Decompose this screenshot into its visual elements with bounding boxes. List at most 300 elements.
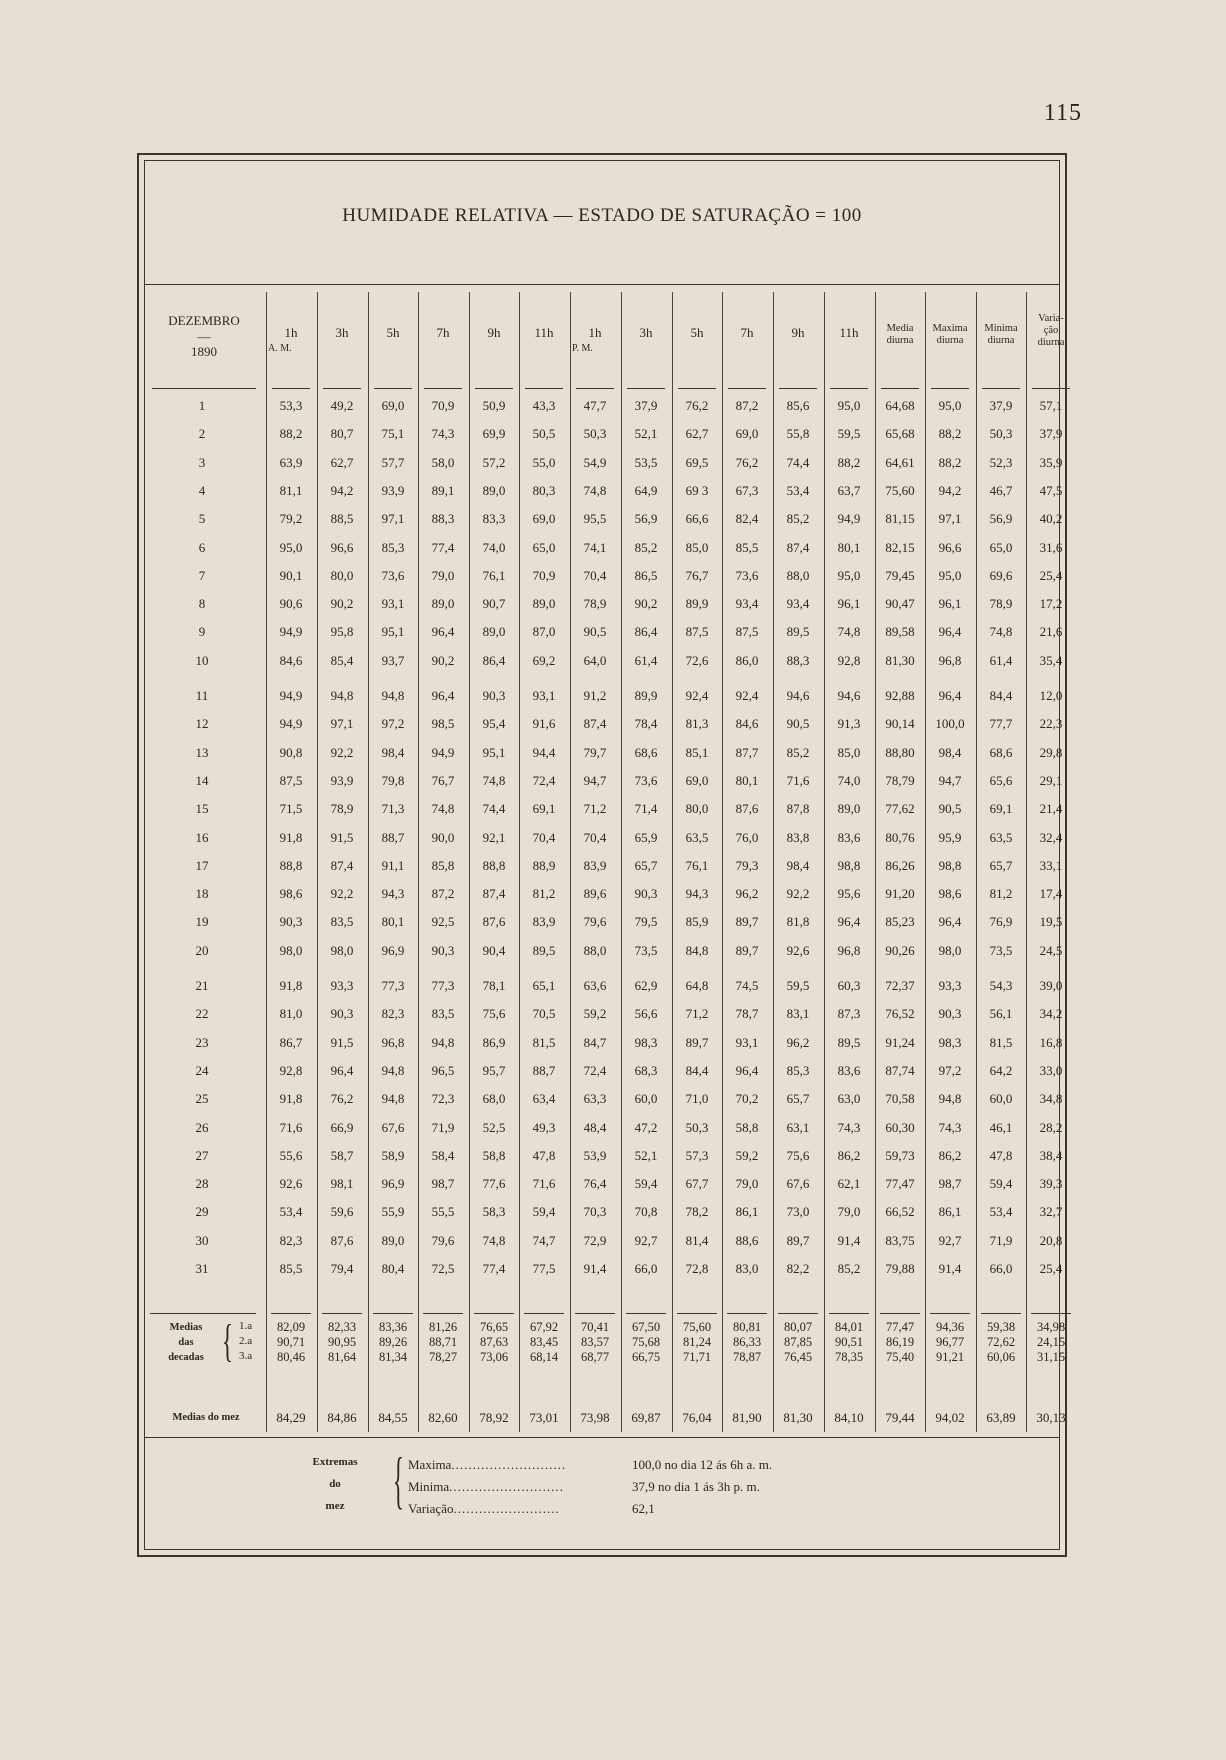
- table-cell: 78,2: [685, 1204, 709, 1219]
- table-cell: 86,9: [482, 1035, 506, 1050]
- extremes-label-line2: do: [329, 1478, 341, 1490]
- table-cell: 87,74: [885, 1063, 915, 1078]
- stat-column-header: [976, 323, 1026, 347]
- table-cell: 81,2: [989, 886, 1013, 901]
- table-cell: 52,3: [989, 455, 1013, 470]
- table-cell: 95,4: [482, 716, 506, 731]
- decade-cell: 80,46: [276, 1350, 306, 1364]
- table-cell: 98,4: [786, 858, 810, 873]
- table-cell: 95,6: [837, 886, 861, 901]
- table-cell: 69,0: [735, 426, 759, 441]
- table-cell: 67,6: [381, 1120, 405, 1135]
- table-cell: 83,5: [431, 1006, 455, 1021]
- decade-separator: [626, 1313, 666, 1314]
- table-cell: 87,2: [735, 398, 759, 413]
- decade-cell: 94,36: [935, 1320, 965, 1334]
- table-cell: 83,6: [837, 1063, 861, 1078]
- decade-cell: 89,26: [378, 1335, 408, 1349]
- table-cell: 59,6: [330, 1204, 354, 1219]
- table-cell: 60,0: [989, 1091, 1013, 1106]
- table-cell: 97,1: [938, 511, 962, 526]
- table-cell: 72,6: [685, 653, 709, 668]
- table-cell: 86,2: [938, 1148, 962, 1163]
- table-cell: 98,4: [938, 745, 962, 760]
- decade-cell: 88,71: [428, 1335, 458, 1349]
- table-cell: 59,2: [735, 1148, 759, 1163]
- table-cell: 86,4: [482, 653, 506, 668]
- table-cell: 79,8: [381, 773, 405, 788]
- table-cell: 72,8: [685, 1261, 709, 1276]
- table-cell: 95,1: [482, 745, 506, 760]
- extreme-row: [408, 1501, 560, 1517]
- table-cell: 74,8: [482, 1233, 506, 1248]
- table-cell: 78,9: [583, 596, 607, 611]
- table-cell: 85,4: [330, 653, 354, 668]
- month-mean-cell: 73,01: [529, 1410, 559, 1425]
- table-cell: 92,4: [735, 688, 759, 703]
- table-cell: 63,3: [583, 1091, 607, 1106]
- table-cell: 93,9: [330, 773, 354, 788]
- table-cell: 91,20: [885, 886, 915, 901]
- table-cell: 80,1: [837, 540, 861, 555]
- decade-number: 3.a: [239, 1350, 253, 1362]
- table-cell: 96,8: [938, 653, 962, 668]
- table-cell: 86,0: [735, 653, 759, 668]
- table-cell: 87,4: [330, 858, 354, 873]
- table-cell: 93,9: [381, 483, 405, 498]
- table-cell: 96,6: [938, 540, 962, 555]
- table-cell: 73,6: [381, 568, 405, 583]
- table-cell: 76,2: [735, 455, 759, 470]
- table-cell: 28,2: [1039, 1120, 1063, 1135]
- table-cell: 75,1: [381, 426, 405, 441]
- table-cell: 87,5: [735, 624, 759, 639]
- table-cell: 64,68: [885, 398, 915, 413]
- month-mean-cell: 69,87: [631, 1410, 661, 1425]
- column-header: [773, 327, 823, 339]
- table-cell: 91,4: [938, 1261, 962, 1276]
- table-cell: 50,3: [989, 426, 1013, 441]
- table-cell: 95,8: [330, 624, 354, 639]
- table-cell: 86,1: [938, 1204, 962, 1219]
- column-hour: 9h: [791, 325, 805, 340]
- table-cell: 55,5: [431, 1204, 455, 1219]
- table-cell: 87,3: [837, 1006, 861, 1021]
- decade-label-line3: decadas: [168, 1352, 204, 1363]
- table-cell: 90,26: [885, 943, 915, 958]
- table-cell: 91,2: [583, 688, 607, 703]
- table-cell: 83,5: [330, 914, 354, 929]
- table-cell: 74,8: [583, 483, 607, 498]
- title-rule: [144, 284, 1060, 285]
- table-cell: 72,4: [583, 1063, 607, 1078]
- month-mean-cell: 84,86: [327, 1410, 357, 1425]
- stat-header-line: diurna: [886, 335, 914, 346]
- table-cell: 67,7: [685, 1176, 709, 1191]
- decade-cell: 76,45: [783, 1350, 813, 1364]
- table-cell: 55,9: [381, 1204, 405, 1219]
- table-cell: 96,2: [735, 886, 759, 901]
- table-cell: 64,61: [885, 455, 915, 470]
- table-cell: 68,6: [989, 745, 1013, 760]
- extreme-value: 37,9 no dia 1 ás 3h p. m.: [632, 1479, 760, 1494]
- table-cell: 92,1: [482, 830, 506, 845]
- table-cell: 72,4: [532, 773, 556, 788]
- table-cell: 59,73: [885, 1148, 915, 1163]
- day-label: 13: [195, 745, 209, 760]
- table-cell: 63,7: [837, 483, 861, 498]
- decade-cell: 76,65: [479, 1320, 509, 1334]
- table-cell: 90,47: [885, 596, 915, 611]
- table-cell: 77,4: [482, 1261, 506, 1276]
- table-cell: 87,7: [735, 745, 759, 760]
- table-cell: 94,4: [532, 745, 556, 760]
- table-cell: 72,5: [431, 1261, 455, 1276]
- month-mean-cell: 94,02: [935, 1410, 965, 1425]
- table-cell: 96,4: [735, 1063, 759, 1078]
- decade-separator: [1031, 1313, 1071, 1314]
- table-cell: 37,9: [1039, 426, 1063, 441]
- table-cell: 79,6: [431, 1233, 455, 1248]
- table-cell: 60,0: [634, 1091, 658, 1106]
- stat-header-line: Media: [886, 323, 914, 334]
- column-hour: 7h: [740, 325, 754, 340]
- table-cell: 80,0: [685, 801, 709, 816]
- table-cell: 17,4: [1039, 886, 1063, 901]
- decade-separator: [880, 1313, 920, 1314]
- table-cell: 80,0: [330, 568, 354, 583]
- table-cell: 52,1: [634, 1148, 658, 1163]
- extremes-label-line3: mez: [325, 1500, 345, 1512]
- table-cell: 85,5: [279, 1261, 303, 1276]
- table-cell: 59,2: [583, 1006, 607, 1021]
- table-cell: 57,1: [1039, 398, 1063, 413]
- table-cell: 56,9: [989, 511, 1013, 526]
- day-label: 9: [198, 624, 206, 639]
- table-cell: 96,8: [381, 1035, 405, 1050]
- decade-number: 1.a: [239, 1320, 253, 1332]
- table-cell: 70,58: [885, 1091, 915, 1106]
- table-cell: 69,5: [685, 455, 709, 470]
- column-hour: 1h: [588, 325, 602, 340]
- decade-separator: [150, 1313, 256, 1314]
- table-cell: 70,8: [634, 1204, 658, 1219]
- table-cell: 76,1: [482, 568, 506, 583]
- table-cell: 97,2: [938, 1063, 962, 1078]
- table-cell: 87,0: [532, 624, 556, 639]
- table-cell: 70,3: [583, 1204, 607, 1219]
- table-cell: 53,3: [279, 398, 303, 413]
- table-cell: 65,6: [989, 773, 1013, 788]
- table-cell: 96,4: [330, 1063, 354, 1078]
- table-cell: 35,4: [1039, 653, 1063, 668]
- table-cell: 74,8: [482, 773, 506, 788]
- header-separator: [323, 388, 361, 389]
- day-label: 1: [198, 398, 206, 413]
- table-cell: 78,1: [482, 978, 506, 993]
- table-cell: 72,9: [583, 1233, 607, 1248]
- table-cell: 92,2: [330, 886, 354, 901]
- extreme-name: Variação: [408, 1501, 454, 1516]
- table-cell: 62,7: [685, 426, 709, 441]
- table-cell: 90,3: [634, 886, 658, 901]
- table-cell: 85,2: [837, 1261, 861, 1276]
- table-cell: 60,3: [837, 978, 861, 993]
- table-cell: 77,4: [431, 540, 455, 555]
- table-cell: 81,2: [532, 886, 556, 901]
- day-label: 11: [195, 688, 209, 703]
- table-cell: 71,2: [583, 801, 607, 816]
- table-cell: 59,5: [786, 978, 810, 993]
- table-cell: 38,4: [1039, 1148, 1063, 1163]
- table-cell: 95,0: [938, 568, 962, 583]
- table-cell: 98,8: [837, 858, 861, 873]
- table-cell: 63,1: [786, 1120, 810, 1135]
- table-cell: 50,3: [583, 426, 607, 441]
- table-cell: 98,7: [431, 1176, 455, 1191]
- table-cell: 85,2: [786, 511, 810, 526]
- day-label: 8: [198, 596, 206, 611]
- decade-cell: 72,62: [986, 1335, 1016, 1349]
- table-cell: 93,4: [735, 596, 759, 611]
- table-cell: 74,3: [938, 1120, 962, 1135]
- table-cell: 86,2: [837, 1148, 861, 1163]
- table-cell: 98,0: [279, 943, 303, 958]
- decade-separator: [727, 1313, 767, 1314]
- table-cell: 76,7: [685, 568, 709, 583]
- table-cell: 91,8: [279, 978, 303, 993]
- table-cell: 68,3: [634, 1063, 658, 1078]
- table-cell: 96,4: [938, 688, 962, 703]
- table-cell: 92,88: [885, 688, 915, 703]
- header-separator: [728, 388, 766, 389]
- table-cell: 94,7: [583, 773, 607, 788]
- table-cell: 94,8: [938, 1091, 962, 1106]
- table-cell: 91,6: [532, 716, 556, 731]
- table-cell: 73,6: [735, 568, 759, 583]
- table-cell: 58,4: [431, 1148, 455, 1163]
- table-cell: 67,3: [735, 483, 759, 498]
- table-cell: 78,7: [735, 1006, 759, 1021]
- table-cell: 86,5: [634, 568, 658, 583]
- table-cell: 39,0: [1039, 978, 1063, 993]
- table-cell: 47,8: [532, 1148, 556, 1163]
- table-cell: 70,9: [431, 398, 455, 413]
- table-cell: 81,5: [989, 1035, 1013, 1050]
- table-cell: 79,0: [837, 1204, 861, 1219]
- table-cell: 79,2: [279, 511, 303, 526]
- table-cell: 85,9: [685, 914, 709, 929]
- decade-separator: [322, 1313, 362, 1314]
- table-cell: 61,4: [634, 653, 658, 668]
- table-cell: 88,2: [938, 426, 962, 441]
- table-cell: 34,2: [1039, 1006, 1063, 1021]
- table-cell: 96,4: [431, 624, 455, 639]
- decade-cell: 81,24: [682, 1335, 712, 1349]
- table-cell: 74,5: [735, 978, 759, 993]
- header-separator: [374, 388, 412, 389]
- extreme-row: [408, 1479, 564, 1495]
- table-cell: 96,4: [938, 914, 962, 929]
- table-cell: 33,1: [1039, 858, 1063, 873]
- table-cell: 90,3: [431, 943, 455, 958]
- table-cell: 90,3: [938, 1006, 962, 1021]
- table-cell: 89,5: [532, 943, 556, 958]
- table-cell: 68,6: [634, 745, 658, 760]
- table-cell: 88,2: [837, 455, 861, 470]
- month-mean-cell: 73,98: [580, 1410, 610, 1425]
- table-cell: 62,1: [837, 1176, 861, 1191]
- table-cell: 87,4: [786, 540, 810, 555]
- column-hour: 5h: [690, 325, 704, 340]
- table-cell: 90,1: [279, 568, 303, 583]
- table-cell: 92,6: [786, 943, 810, 958]
- table-cell: 95,0: [837, 398, 861, 413]
- header-separator: [627, 388, 665, 389]
- table-cell: 89,9: [634, 688, 658, 703]
- table-cell: 64,8: [685, 978, 709, 993]
- table-cell: 90,8: [279, 745, 303, 760]
- header-separator: [525, 388, 563, 389]
- decade-cell: 60,06: [986, 1350, 1016, 1364]
- table-cell: 69,9: [482, 426, 506, 441]
- table-cell: 90,5: [938, 801, 962, 816]
- table-cell: 85,5: [735, 540, 759, 555]
- table-cell: 73,0: [786, 1204, 810, 1219]
- day-label: 25: [195, 1091, 209, 1106]
- table-cell: 62,9: [634, 978, 658, 993]
- table-cell: 88,0: [583, 943, 607, 958]
- table-cell: 74,3: [431, 426, 455, 441]
- table-cell: 64,0: [583, 653, 607, 668]
- table-cell: 94,6: [837, 688, 861, 703]
- day-label: 26: [195, 1120, 209, 1135]
- table-cell: 59,4: [989, 1176, 1013, 1191]
- table-cell: 37,9: [989, 398, 1013, 413]
- table-cell: 94,9: [837, 511, 861, 526]
- table-cell: 88,2: [279, 426, 303, 441]
- bottom-table-rule: [144, 1437, 1060, 1438]
- table-cell: 69,2: [532, 653, 556, 668]
- table-cell: 92,5: [431, 914, 455, 929]
- table-cell: 70,2: [735, 1091, 759, 1106]
- month-name: DEZEMBRO: [168, 313, 240, 328]
- table-cell: 48,4: [583, 1120, 607, 1135]
- table-cell: 81,0: [279, 1006, 303, 1021]
- table-cell: 88,3: [786, 653, 810, 668]
- day-label: 16: [195, 830, 209, 845]
- decade-cell: 68,14: [529, 1350, 559, 1364]
- table-cell: 89,9: [685, 596, 709, 611]
- table-cell: 90,6: [279, 596, 303, 611]
- table-cell: 63,5: [989, 830, 1013, 845]
- table-cell: 63,4: [532, 1091, 556, 1106]
- table-cell: 71,6: [786, 773, 810, 788]
- column-header: [368, 327, 418, 339]
- decade-separator: [524, 1313, 564, 1314]
- decade-cell: 81,34: [378, 1350, 408, 1364]
- table-cell: 65,7: [786, 1091, 810, 1106]
- table-cell: 60,30: [885, 1120, 915, 1135]
- table-cell: 32,7: [1039, 1204, 1063, 1219]
- table-cell: 93,1: [735, 1035, 759, 1050]
- table-cell: 94,2: [938, 483, 962, 498]
- table-cell: 84,4: [989, 688, 1013, 703]
- extreme-value: 100,0 no dia 12 ás 6h a. m.: [632, 1457, 773, 1472]
- column-header: [519, 327, 569, 339]
- table-cell: 17,2: [1039, 596, 1063, 611]
- decade-cell: 83,45: [529, 1335, 559, 1349]
- table-cell: 58,0: [431, 455, 455, 470]
- table-cell: 88,0: [786, 568, 810, 583]
- table-cell: 69,6: [989, 568, 1013, 583]
- table-cell: 91,4: [583, 1261, 607, 1276]
- table-cell: 77,5: [532, 1261, 556, 1276]
- table-cell: 87,4: [482, 886, 506, 901]
- table-cell: 81,15: [885, 511, 915, 526]
- table-cell: 88,5: [330, 511, 354, 526]
- table-cell: 96,1: [837, 596, 861, 611]
- table-cell: 55,8: [786, 426, 810, 441]
- decade-separator: [981, 1313, 1021, 1314]
- decade-separator: [677, 1313, 717, 1314]
- decade-separator: [778, 1313, 818, 1314]
- table-cell: 88,3: [431, 511, 455, 526]
- table-cell: 76,0: [735, 830, 759, 845]
- table-cell: 56,9: [634, 511, 658, 526]
- table-cell: 21,6: [1039, 624, 1063, 639]
- table-cell: 98,5: [431, 716, 455, 731]
- table-cell: 77,7: [989, 716, 1013, 731]
- table-cell: 81,4: [685, 1233, 709, 1248]
- table-cell: 63,5: [685, 830, 709, 845]
- column-hour: 1h: [284, 325, 298, 340]
- extremes-label-line1: Extremas: [312, 1456, 358, 1468]
- stat-column-header: [925, 323, 975, 347]
- table-cell: 59,4: [634, 1176, 658, 1191]
- header-separator: [576, 388, 614, 389]
- day-label: 4: [198, 483, 206, 498]
- table-cell: 87,6: [735, 801, 759, 816]
- table-cell: 88,7: [381, 830, 405, 845]
- day-label: 22: [195, 1006, 209, 1021]
- day-label: 29: [195, 1204, 209, 1219]
- table-cell: 94,7: [938, 773, 962, 788]
- decade-label-line2: das: [178, 1337, 194, 1348]
- extreme-row: [408, 1457, 566, 1473]
- table-cell: 76,2: [330, 1091, 354, 1106]
- table-cell: 95,9: [938, 830, 962, 845]
- decade-separator: [930, 1313, 970, 1314]
- table-cell: 98,0: [938, 943, 962, 958]
- table-cell: 98,6: [938, 886, 962, 901]
- table-cell: 77,3: [381, 978, 405, 993]
- table-cell: 74,4: [786, 455, 810, 470]
- table-cell: 81,5: [532, 1035, 556, 1050]
- table-cell: 53,4: [786, 483, 810, 498]
- table-cell: 78,9: [989, 596, 1013, 611]
- table-cell: 98,0: [330, 943, 354, 958]
- table-cell: 87,8: [786, 801, 810, 816]
- table-cell: 58,9: [381, 1148, 405, 1163]
- table-cell: 34,8: [1039, 1091, 1063, 1106]
- table-cell: 94,8: [330, 688, 354, 703]
- column-hour: 5h: [386, 325, 400, 340]
- day-label: 30: [195, 1233, 209, 1248]
- table-cell: 98,7: [938, 1176, 962, 1191]
- decade-cell: 78,87: [732, 1350, 762, 1364]
- table-cell: 86,26: [885, 858, 915, 873]
